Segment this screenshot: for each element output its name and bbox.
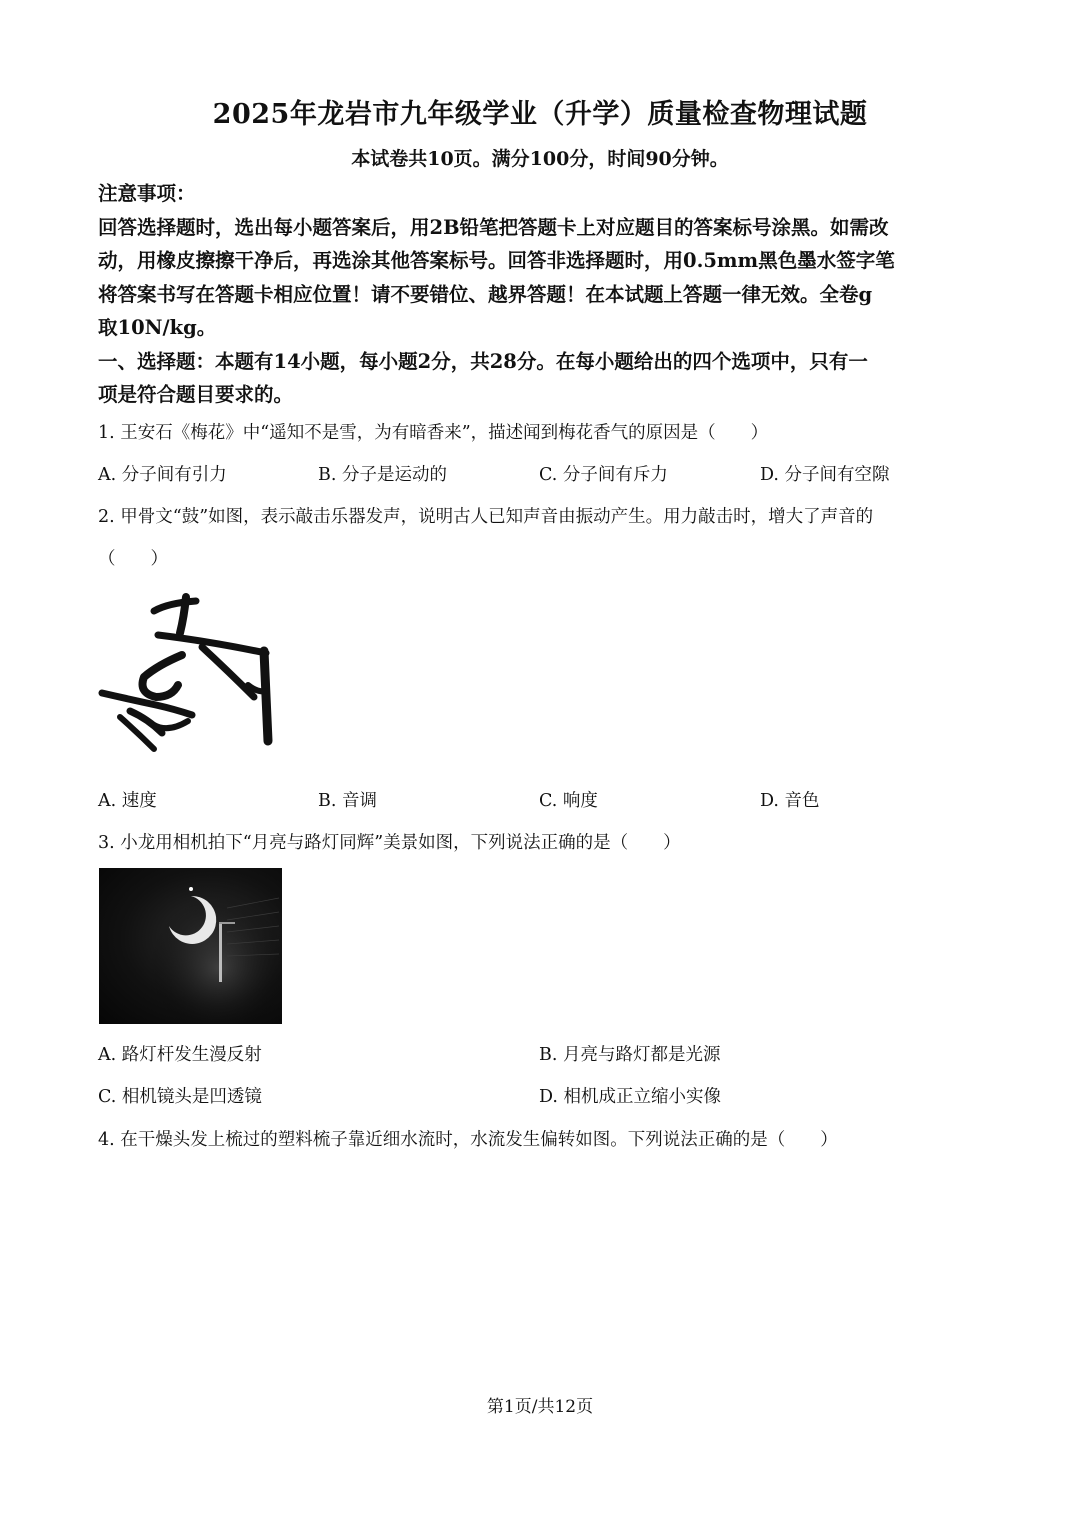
question-1-option-a: A. 分子间有引力 <box>98 465 227 485</box>
page-title: 2025年龙岩市九年级学业（升学）质量检查物理试题 <box>212 99 868 130</box>
question-2-stem: 2. 甲骨文“鼓”如图，表示敲击乐器发声，说明古人已知声音由振动产生。用力敲击时，增大了声音的 <box>98 507 874 527</box>
section-heading: 项是符合题目要求的。 <box>98 383 294 406</box>
night-scene-icon <box>99 868 282 1024</box>
question-2-option-a: A. 速度 <box>98 791 157 811</box>
question-3-stem: 3. 小龙用相机拍下“月亮与路灯同辉”美景如图，下列说法正确的是（ ） <box>98 833 681 853</box>
page-footer: 第1页/共12页 <box>486 1397 594 1417</box>
question-1-option-b: B. 分子是运动的 <box>318 465 447 485</box>
question-2-stem-cont: （ ） <box>98 549 168 569</box>
question-1-option-d: D. 分子间有空隙 <box>760 465 890 485</box>
exam-info: 本试卷共10页。满分100分，时间90分钟。 <box>351 148 729 170</box>
question-2-option-d: D. 音色 <box>760 791 820 811</box>
question-1-stem: 1. 王安石《梅花》中“遥知不是雪，为有暗香来”，描述闻到梅花香气的原因是（ ） <box>98 423 769 443</box>
notice-line: 取10N/kg。 <box>98 316 217 339</box>
question-2-option-c: C. 响度 <box>539 791 598 811</box>
section-heading: 一、选择题：本题有14小题，每小题2分，共28分。在每小题给出的四个选项中，只有一 <box>98 350 868 373</box>
question-1-option-c: C. 分子间有斥力 <box>539 465 668 485</box>
question-3-option-a: A. 路灯杆发生漫反射 <box>98 1045 262 1065</box>
question-2-option-b: B. 音调 <box>318 791 377 811</box>
question-3-option-c: C. 相机镜头是凹透镜 <box>98 1087 262 1107</box>
moon-streetlight-photo <box>99 868 282 1024</box>
question-4-stem: 4. 在干燥头发上梳过的塑料梳子靠近细水流时，水流发生偏转如图。下列说法正确的是（ ） <box>98 1130 838 1150</box>
notice-line: 动，用橡皮擦擦干净后，再选涂其他答案标号。回答非选择题时，用0.5mm黑色墨水签字笔 <box>98 249 895 272</box>
notice-line: 将答案书写在答题卡相应位置！请不要错位、越界答题！在本试题上答题一律无效。全卷g <box>98 283 873 306</box>
oracle-bone-drum-figure <box>98 593 278 753</box>
notice-heading: 注意事项： <box>98 182 196 205</box>
question-3-option-b: B. 月亮与路灯都是光源 <box>539 1045 721 1065</box>
notice-line: 回答选择题时，选出每小题答案后，用2B铅笔把答题卡上对应题目的答案标号涂黑。如需改 <box>98 216 889 239</box>
question-3-option-d: D. 相机成正立缩小实像 <box>539 1087 722 1107</box>
